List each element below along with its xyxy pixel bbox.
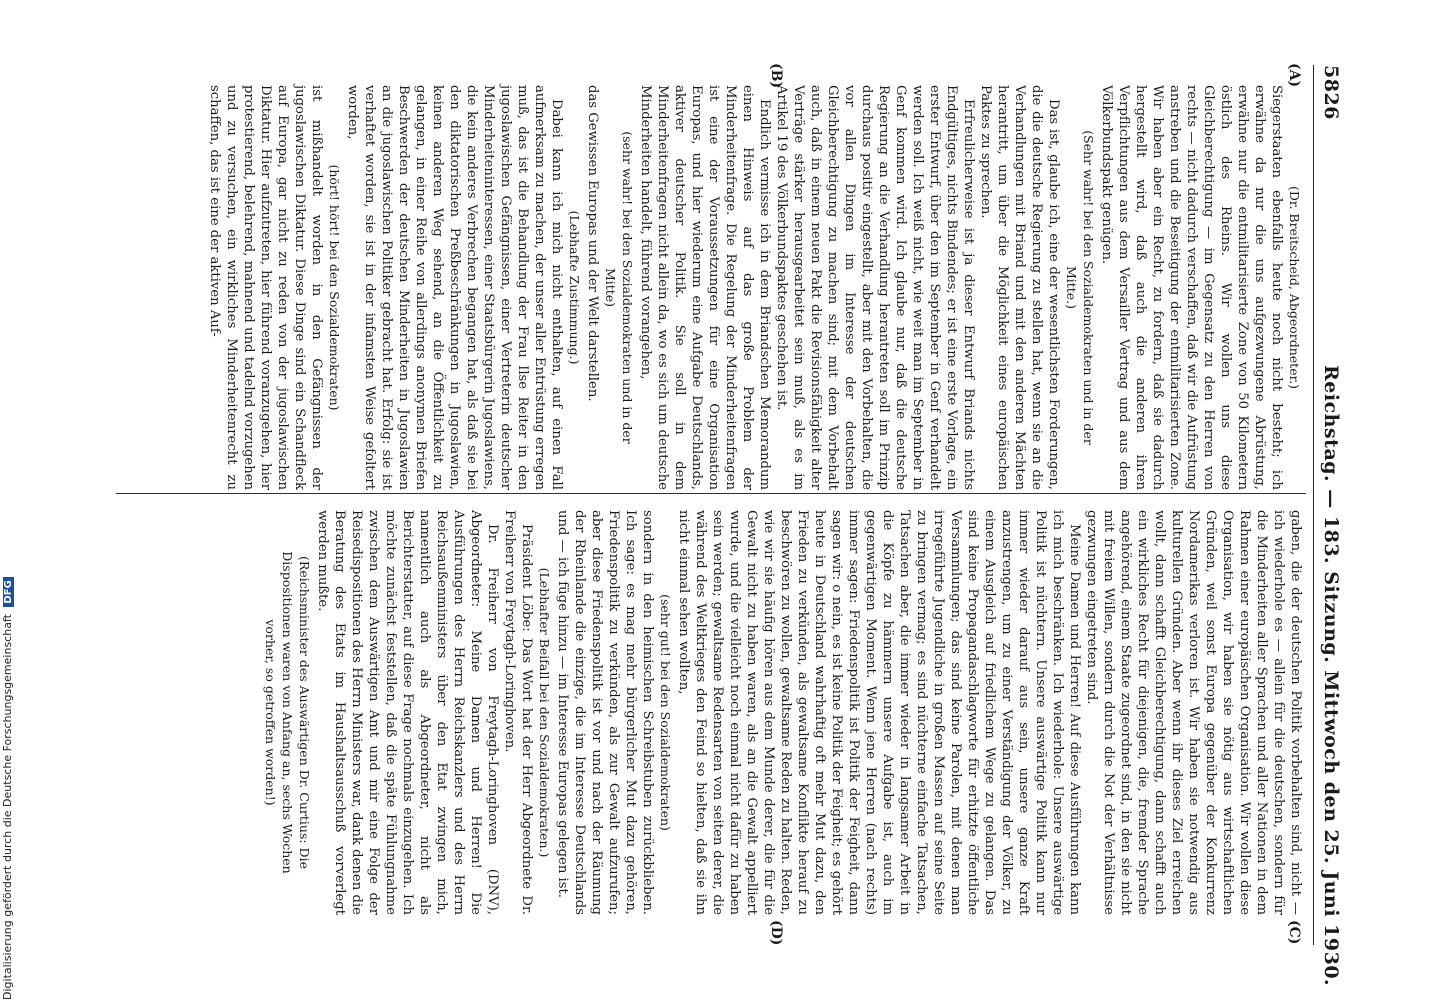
paragraph: sondern in den heimischen Schreibstuben zurückblieben. Ich sage: es mag mehr bürgerlicher Mut dazu gehören, Friedenspolitik zu verkünden, als zur Gewalt aufzurufen; aber diese Friedenspolitik ist vor und nach der Räumung der Rheinlande die einzige, die im Interesse Deutschlands und — ich füge hinzu — im Interesse Europas gelegen ist. xyxy=(555,510,655,915)
interjection: (Reichsminister des Auswärtigen Dr. Curtius: Die Dispositionen waren von Anfang an, sechs Wochen vorher, so getroffen worden!) xyxy=(263,551,312,874)
paragraph: ist mißhandelt worden in den Gefängnissen der jugoslawischen Diktatur. Diese Dinge sind ein Schandfleck auf Europa, gar nicht zu reden von der jugoslawischen Diktatur. Hier aufzutreten, hier führend voranzugehen, hier protestierend, belehrend, mahnend und tadelnd vorzugehen und zu versuchen, ein wirkliches Minderheitenrecht zu schaffen, das ist eine der aktiven Auf- xyxy=(207,85,324,490)
interjection: (Lebhafte Zustimmung.) xyxy=(567,210,582,365)
interjection: (sehr gut! bei den Sozialdemokraten) xyxy=(658,594,673,831)
speaker-line: (Dr. Breitscheid, Abgeordneter.) xyxy=(1287,185,1302,390)
interjection: (Lebhafter Beifall bei den Sozialdemokraten.) xyxy=(537,567,552,858)
dfg-logo-icon: DFG xyxy=(3,577,14,606)
margin-mark-b: (B) xyxy=(768,63,784,89)
interjection: (sehr wahr! bei den Sozialdemokraten und in der Mitte) xyxy=(603,131,635,444)
paragraph: das Gewissen Europas und der Welt darstellen. xyxy=(585,85,600,402)
footer-credit xyxy=(1,0,21,1000)
page-header xyxy=(1313,65,1342,987)
page-number: 5826 xyxy=(1320,65,1342,120)
paragraph: Dr. Freiherr von Freytagh-Loringhoven (DNV), Abgeordneter: Meine Damen und Herren! Die Ausführungen des Herrn Reichskanzlers und des Herrn Reichsaußenministers über den Etat zwingen mich, namentlich auch als Abgeordneter, nicht als Berichterstatter, auf diese Frage nochmals einzugehen. Ich möchte zunächst feststellen, daß die späte Fühlungnahme zwischen dem Auswärtigen Amt und mir eine Folge der Reisedispositionen des Herrn Ministers war, dank denen die Beratung des Etats im Haushaltsausschuß vorverlegt werden mußte. xyxy=(315,510,500,915)
running-title: Reichstag. — 183. Sitzung. Mittwoch den 25. Juni 1930. xyxy=(1320,365,1342,987)
column-divider xyxy=(116,493,1306,494)
paragraph: Dabei kann ich mich nicht enthalten, auf einen Fall aufmerksam zu machen, der unser aller Entrüstung erregen muß, das ist die Behandlung der Frau Ilse Reiter in den jugoslawischen Gefängnissen, einer Vertreterin deutscher Minderheiteninteressen, einer Staatsbürgerin Jugoslawiens, die kein anderes Verbrechen begangen hat, als daß sie bei den diktatorischen Preßbeschränkungen in Jugoslawien, keinen anderen Weg sehend, an die Öffentlichkeit zu gelangen, in einer Reihe von allerdings anonymen Briefen Beschwerden der deutschen Minderheiten in Jugoslawien an die jugoslawischen Politiker gebracht hat. Erfolg: sie ist verhaftet worden, sie ist in der infamsten Weise gefoltert worden, xyxy=(345,85,564,490)
paragraph: Meine Damen und Herren! Auf diese Ausführungen kann ich mich beschränken. Ich wiederhole: Unsere auswärtige Politik ist nüchtern. Unsere auswärtige Politik kann nur immer wieder darauf aus sein, unsere ganze Kraft anzustrengen, um zu einer Verständigung der Völker, zu einem Ausgleich auf friedlichem Wege zu gelangen. Das sind keine Propagandaschlagworte für erhitzte öffentliche Versammlungen; das sind keine Parolen, mit denen man irregeführte Jugendliche in großen Massen auf seine Seite zu bringen vermag; es sind nüchterne einfache Tatsachen, Tatsachen aber, die immer wieder in langsamer Arbeit in die Köpfe zu hämmern unsere Aufgabe ist, auch im gegenwärtigen Moment. Wenn jene Herren (nach rechts) immer sagen: Friedenspolitik ist Politik der Feigheit, dann sagen wir: o nein, es ist keine Politik der Feigheit; es gehört heute in Deutschland wahrhaftig oft mehr Mut dazu, den Frieden zu verkünden, als gewaltsame Konflikte herauf zu beschwören zu wollen, gewaltsame Reden zu halten. Reden, wie wir sie häufig hören aus dem Munde derer, die für die Gewalt nicht zu haben waren, als an die Gewalt appelliert wurde, und die vielleicht noch einmal nicht dafür zu haben sein werden; gewaltsame Redensarten von seiten derer, die während des Weltkrieges den Feind so hielten, daß sie ihn nicht einmal sehen wollten, xyxy=(676,510,1082,915)
paragraph: Endlich vermisse ich in dem Briandschen Memorandum einen Hinweis auf das große Problem der Minderheitenfrage. Die Regelung der Minderheitenfragen ist eine der Voraussetzungen für eine Organisation Europas, und hier wiederum eine Aufgabe Deutschlands, aktiver deutscher Politik. Sie soll in dem Minderheitenfragen nicht allein da, wo es sich um deutsche Minderheiten handelt, führend vorangehen, xyxy=(638,85,772,490)
margin-mark-c: (C) xyxy=(1286,920,1302,945)
left-column xyxy=(206,85,1304,490)
paragraph: gaben, die der deutschen Politik vorbehalten sind, nicht — ich wiederhole es — allein für die deutschen, sondern für die Minderheiten aller Sprachen und aller Nationen in dem Rahmen einer europäischen Organisation. Wir wollen diese Organisation, wir haben sie nötig aus wirtschaftlichen Gründen, weil sonst Europa gegenüber der Konkurrenz Nordamerikas verloren ist. Wir haben sie notwendig aus kulturellen Gründen. Aber wenn ihr dieses Ziel erreichen wollt, dann schafft Gleichberechtigung, dann schafft auch ein wirkliches Recht für diejenigen, die, fremder Sprache angehörend, einem Staate zugeordnet sind, in den sie nicht mit freiem Willen, sondern durch die Not der Verhältnisse gezwungen eingetreten sind. xyxy=(1084,510,1303,915)
footer-strip xyxy=(1,0,21,1000)
interjection: (Sehr wahr! bei den Sozialdemokraten und in der Mitte.) xyxy=(1064,130,1096,445)
interjection: (hört! hört! bei den Sozialdemokraten) xyxy=(327,164,342,411)
margin-mark-d: (D) xyxy=(768,920,784,946)
margin-mark-a: (A) xyxy=(1286,63,1302,88)
president-line: Präsident Löbe: Das Wort hat der Herr Abgeordnete Dr. Freiherr von Freytagh-Loringhoven. xyxy=(502,510,534,915)
paragraph: Das ist, glaube ich, eine der wesentlichsten Forderungen, die die deutsche Regierung zu stellen hat, wenn sie an die Verhandlungen mit Briand und mit den anderen Mächten herantritt, um über die Möglichkeit eines europäischen Paktes zu sprechen. xyxy=(978,85,1061,490)
footer-text: Digitalisierung gefördert durch die Deutsche Forschungsgemeinschaft xyxy=(1,614,14,1000)
right-column xyxy=(261,510,1304,915)
paragraph: Siegerstaaten ebenfalls heute noch nicht besteht; ich erwähne da nur die uns aufgezwungene Abrüstung, erwähne nur die entmilitarisierte Zone von 50 Kilometern östlich des Rheins. Wir wollen uns diese Gleichberechtigung — im Gegensatz zu den Herren von rechts — nicht dadurch verschaffen, daß wir die Aufrüstung anstreben und die Beseitigung der entmilitarisierten Zone. Wir haben aber ein Recht, zu fordern, daß sie dadurch hergestellt wird, daß auch die anderen ihren Verpflichtungen aus dem Versailler Vertrag und aus dem Völkerbundspakt genügen. xyxy=(1099,85,1284,490)
paragraph: Erfreulicherweise ist ja dieser Entwurf Briands nichts Endgültiges, nichts Bindendes; er ist eine erste Vorlage, ein erster Entwurf, über den im September in Genf verhandelt werden soll. Ich weiß nicht, wie weit man im September in Genf kommen wird. Ich glaube nur, daß die deutsche Regierung an die Verhandlung herantreten soll im Prinzip durchaus positiv eingestellt, aber mit den Vorbehalten, die vor allen Dingen im Interesse der deutschen Gleichberechtigung zu machen sind; mit dem Vorbehalt auch, daß in einem neuen Pakt die Revisionsfähigkeit alter Verträge stärker herausgearbeitet sein muß, als es im Artikel 19 des Völkerbundspaktes geschehen ist. xyxy=(774,85,976,490)
